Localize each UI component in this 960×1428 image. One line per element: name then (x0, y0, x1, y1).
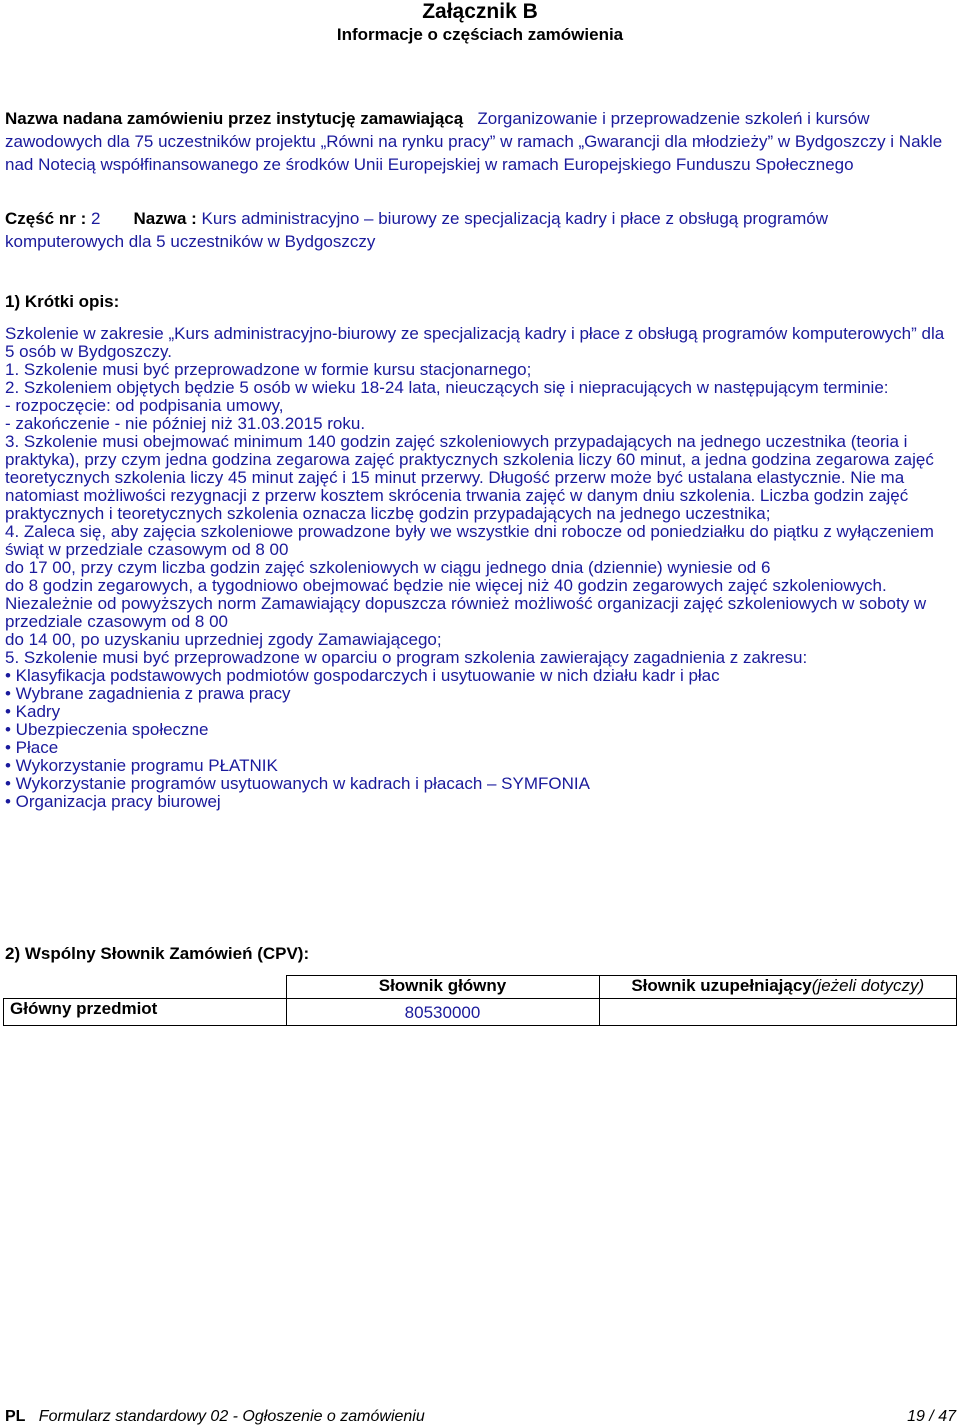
part-number-label: Część nr : (5, 209, 87, 228)
contract-name-block (5, 107, 950, 176)
part-number-value: 2 (90, 209, 101, 228)
list-item: • Organizacja pracy biurowej (5, 792, 221, 811)
desc-line: do 17 00, przy czym liczba godzin zajęć szkoleniowych w ciągu jednego dnia (dziennie) wyniesie od 6 (5, 558, 771, 577)
footer-lang: PL (5, 1408, 26, 1425)
desc-line: 3. Szkolenie musi obejmować minimum 140 godzin zajęć szkoleniowych przypadających na jednego uczestnika (teoria i praktyka), przy czym jedna godzina zegarowa zajęć praktycznych szkolenia liczy 60 minut, a jedna godzina zegarowa zajęć teoretycznych szkolenia liczy 45 minut zajęć i 15 minut przerwy. Długość przerw może być ustalana elastycznie. Nie ma natomiast możliwości rezygnacji z przerw kosztem skrócenia trwania zajęć w danym dniu szkolenia. Liczba godzin zajęć praktycznych i teoretycznych szkolenia oznacza liczbę godzin przypadających na jednego uczestnika; (5, 432, 934, 523)
desc-line: 1. Szkolenie musi być przeprowadzone w formie kursu stacjonarnego; (5, 360, 532, 379)
desc-line: do 14 00, po uzyskaniu uprzedniej zgody Zamawiającego; (5, 630, 442, 649)
list-item: • Wykorzystanie programów usytuowanych w kadrach i płacach – SYMFONIA (5, 774, 590, 793)
list-item: • Płace (5, 738, 59, 757)
desc-line: 2. Szkoleniem objętych będzie 5 osób w wieku 18-24 lata, nieuczących się i niepracujących w następującym terminie: (5, 378, 889, 397)
cpv-supp-header-note: (jeżeli dotyczy) (811, 976, 925, 995)
desc-line: - zakończenie - nie później niż 31.03.2015 roku. (5, 414, 366, 433)
list-item: • Kadry (5, 702, 61, 721)
page-title: Załącznik B (422, 0, 538, 23)
list-item: • Klasyfikacja podstawowych podmiotów gospodarczych i usytuowanie w nich działu kadr i płac (5, 666, 720, 685)
footer-form-name: Formularz standardowy 02 - Ogłoszenie o zamówieniu (38, 1408, 425, 1425)
cpv-supp-header-label: Słownik uzupełniający (631, 976, 812, 995)
desc-line: 5. Szkolenie musi być przeprowadzone w oparciu o program szkolenia zawierający zagadnienia z zakresu: (5, 648, 808, 667)
part-name-label: Nazwa : (133, 209, 197, 228)
desc-line: Szkolenie w zakresie „Kurs administracyjno-biurowy ze specjalizacją kadry i płace z obsługą programów komputerowych” dla 5 osób w Bydgoszczy. (5, 324, 945, 361)
contract-name-value: Zorganizowanie i przeprowadzenie szkoleń i kursów zawodowych dla 75 uczestników projektu „Równi na rynku pracy” w ramach „Gwarancji dla młodzieży” w Bydgoszczy i Nakle nad Notecią współfinansowanego ze środków Unii Europejskiej w ramach Europejskiego Funduszu Społecznego (5, 109, 943, 174)
desc-line: do 8 godzin zegarowych, a tygodniowo obejmować będzie nie więcej niż 40 godzin zegarowych zajęć szkoleniowych. Niezależnie od powyższych norm Zamawiający dopuszcza również możliwość organizacji zajęć szkoleniowych w soboty w przedziale czasowym od 8 00 (5, 576, 927, 631)
section1-heading: 1) Krótki opis: (5, 292, 120, 311)
cpv-supp-code (599, 999, 957, 1026)
section2-heading: 2) Wspólny Słownik Zamówień (CPV): (5, 944, 310, 963)
list-item: • Wybrane zagadnienia z prawa pracy (5, 684, 291, 703)
table-row (4, 976, 957, 999)
part-block (5, 207, 950, 253)
desc-line: - rozpoczęcie: od podpisania umowy, (5, 396, 284, 415)
page-subtitle: Informacje o częściach zamówienia (336, 25, 624, 44)
cpv-main-code: 80530000 (286, 999, 599, 1026)
part-name-value: Kurs administracyjno – biurowy ze specjalizacją kadry i płace z obsługą programów komputerowych dla 5 uczestników w Bydgoszczy (5, 209, 828, 251)
footer-page-number: 19 / 47 (907, 1408, 956, 1425)
list-item: • Wykorzystanie programu PŁATNIK (5, 756, 278, 775)
cpv-main-header: Słownik główny (286, 976, 599, 999)
contract-name-label: Nazwa nadana zamówieniu przez instytucję zamawiającą (5, 109, 464, 128)
table-row (4, 999, 957, 1026)
desc-line: 4. Zaleca się, aby zajęcia szkoleniowe prowadzone były we wszystkie dni robocze od poniedziałku do piątku z wyłączeniem świąt w przedziale czasowym od 8 00 (5, 522, 934, 559)
cpv-supp-header (599, 976, 957, 999)
cpv-row-label: Główny przedmiot (4, 999, 287, 1026)
table-cell (4, 976, 287, 999)
list-item: • Ubezpieczenia społeczne (5, 720, 209, 739)
cpv-table (3, 975, 957, 1026)
short-description (5, 325, 950, 811)
footer (5, 1408, 425, 1426)
